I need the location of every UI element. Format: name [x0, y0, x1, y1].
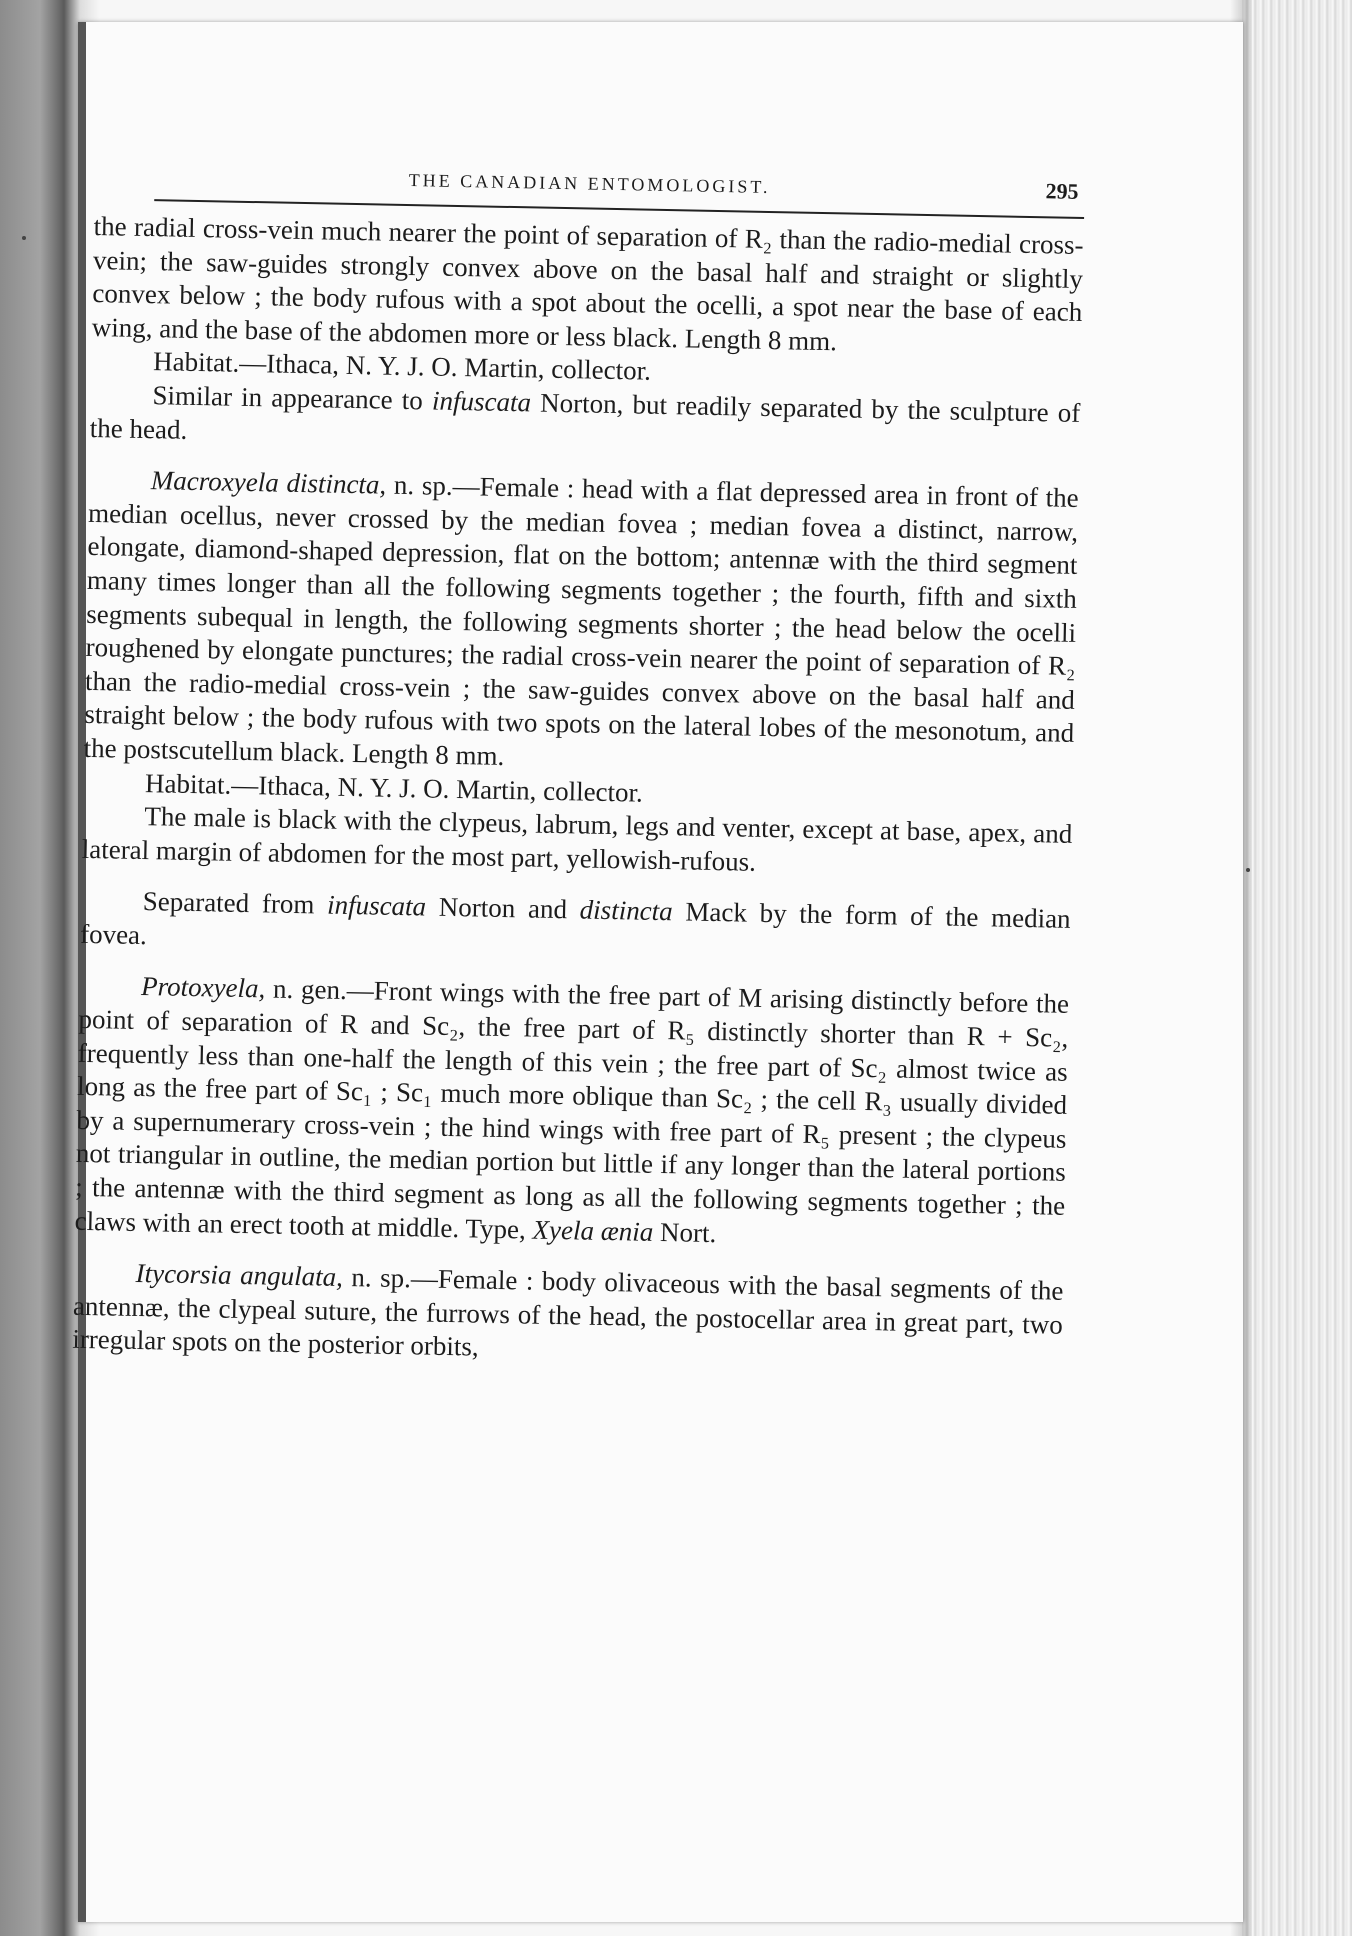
running-title: THE CANADIAN ENTOMOLOGIST.: [408, 170, 771, 197]
paragraph-macroxyela: Macroxyela distincta, n. sp.—Female : head with a flat depressed area in front of the median ocellus, never crossed by the median fovea ; median fovea a distinct, narrow, elongate, diamond-shaped depression, flat on the bottom; antennæ with the third segment many times longer than all the following segments together ; the fourth, fifth and sixth segments subequal in length, the following segments shorter ; the head below the ocelli roughened by elongate punctures; the radial cross-vein nearer the point of separation of R₂ than the radio-medial cross-vein ; the saw-guides convex above on the basal half and straight below ; the body rufous with two spots on the lateral lobes of the mesonotum, and the postscutellum black. Length 8 mm.: [83, 465, 1079, 771]
paragraph-protoxyela: Protoxyela, n. gen.—Front wings with the free part of M arising distinctly before the point of separation of R and Sc₂, the free part of R₅ distinctly shorter than R + Sc₂, frequently less than one-half the length of this vein ; the free part of Sc₂ almost twice as long as the free part of Sc₁ ; Sc₁ much more oblique than Sc₂ ; the cell R₃ usually divided by a supernumerary cross-vein ; the hind wings with free part of R₅ present ; the clypeus not triangular in outline, the median portion but little if any longer than the lateral portions ; the antennæ with the third segment as long as all the following segments together ; the claws with an erect tooth at middle. Type, Xyela ænia Nort.: [74, 971, 1070, 1248]
paragraph-itycorsia: Itycorsia angulata, n. sp.—Female : body olivaceous with the basal segments of the antennæ, the clypeal suture, the furrows of the head, the postocellar area in great part, two irregular spots on the posterior orbits,: [72, 1258, 1064, 1362]
scan-speck: [22, 236, 26, 240]
paragraph-separated: Separated from infuscata Norton and distincta Mack by the form of the median fovea.: [79, 886, 1071, 951]
book-page-edges: [1242, 0, 1352, 1936]
paragraph-male: The male is black with the clypeus, labrum, legs and venter, except at base, apex, and lateral margin of abdomen for the most part, yellowish-rufous.: [81, 801, 1073, 877]
paragraph-continuation: the radial cross-vein much nearer the point of separation of R₂ than the radio-medial cross-vein; the saw-guides strongly convex above on the basal half and straight or slightly convex below ; the body rufous with a spot about the ocelli, a spot near the base of each wing, and the base of the abdomen more or less black. Length 8 mm.: [91, 210, 1084, 357]
page-number: 295: [1045, 178, 1079, 204]
paragraph-habitat-1: Habitat.—Ithaca, N. Y. J. O. Martin, collector.: [152, 346, 652, 387]
scan-speck: [1246, 868, 1250, 872]
page-content: [72, 160, 1085, 1376]
paragraph-similar: Similar in appearance to infuscata Norton, but readily separated by the sculpture of the head.: [89, 380, 1081, 445]
paragraph-habitat-2: Habitat.—Ithaca, N. Y. J. O. Martin, collector.: [144, 767, 644, 808]
